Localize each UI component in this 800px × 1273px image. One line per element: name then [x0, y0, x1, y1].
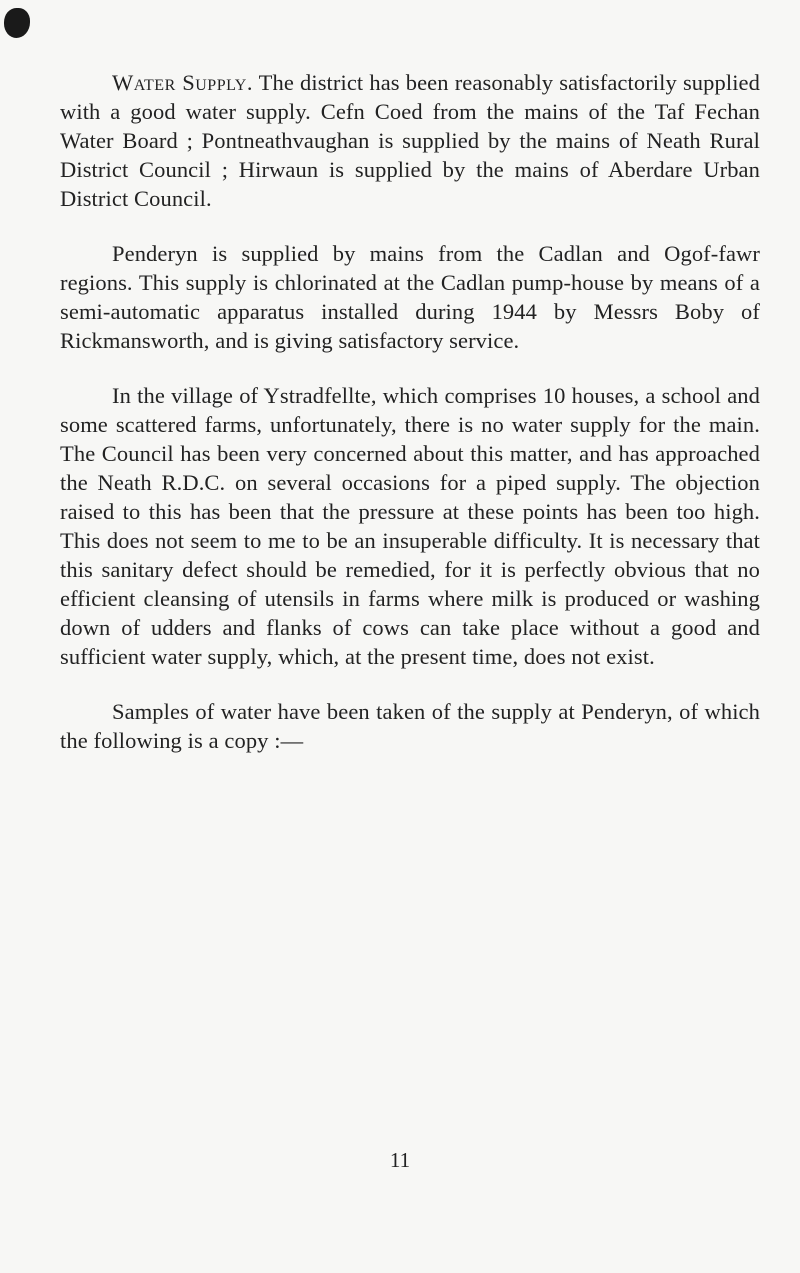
ink-blot-mark [4, 8, 30, 38]
section-heading: Water Supply. [112, 70, 253, 95]
body-text [60, 68, 760, 781]
paragraph-samples: Samples of water have been taken of the supply at Penderyn, of which the following is a copy :— [60, 699, 760, 753]
page-number: 11 [389, 1148, 411, 1172]
paragraph-text: The district has been reasonably satisfactorily supplied with a good water supply. Cefn Coed from the mains of the Taf Fechan Water Board ; Pontneathvaughan is supplied by the mains of Neath Rural District Council ; Hirwaun is supplied by the mains of Aberdare Urban District Council. [60, 70, 760, 211]
paragraph-water-supply [60, 68, 760, 213]
paragraph-ystradfellte: In the village of Ystradfellte, which comprises 10 houses, a school and some scattered farms, unfortunately, there is no water supply for the main. The Council has been very concerned about this matter, and has approached the Neath R.D.C. on several occasions for a piped supply. The objection raised to this has been that the pressure at these points has been too high. This does not seem to me to be an insuperable difficulty. It is necessary that this sanitary defect should be remedied, for it is perfectly obvious that no efficient cleansing of utensils in farms where milk is produced or washing down of udders and flanks of cows can take place without a good and sufficient water supply, which, at the present time, does not exist. [60, 383, 760, 669]
paragraph-penderyn: Penderyn is supplied by mains from the Cadlan and Ogof-fawr regions. This supply is chlorinated at the Cadlan pump-house by means of a semi-automatic apparatus installed during 1944 by Messrs Boby of Rickmansworth, and is giving satisfactory service. [60, 241, 760, 353]
